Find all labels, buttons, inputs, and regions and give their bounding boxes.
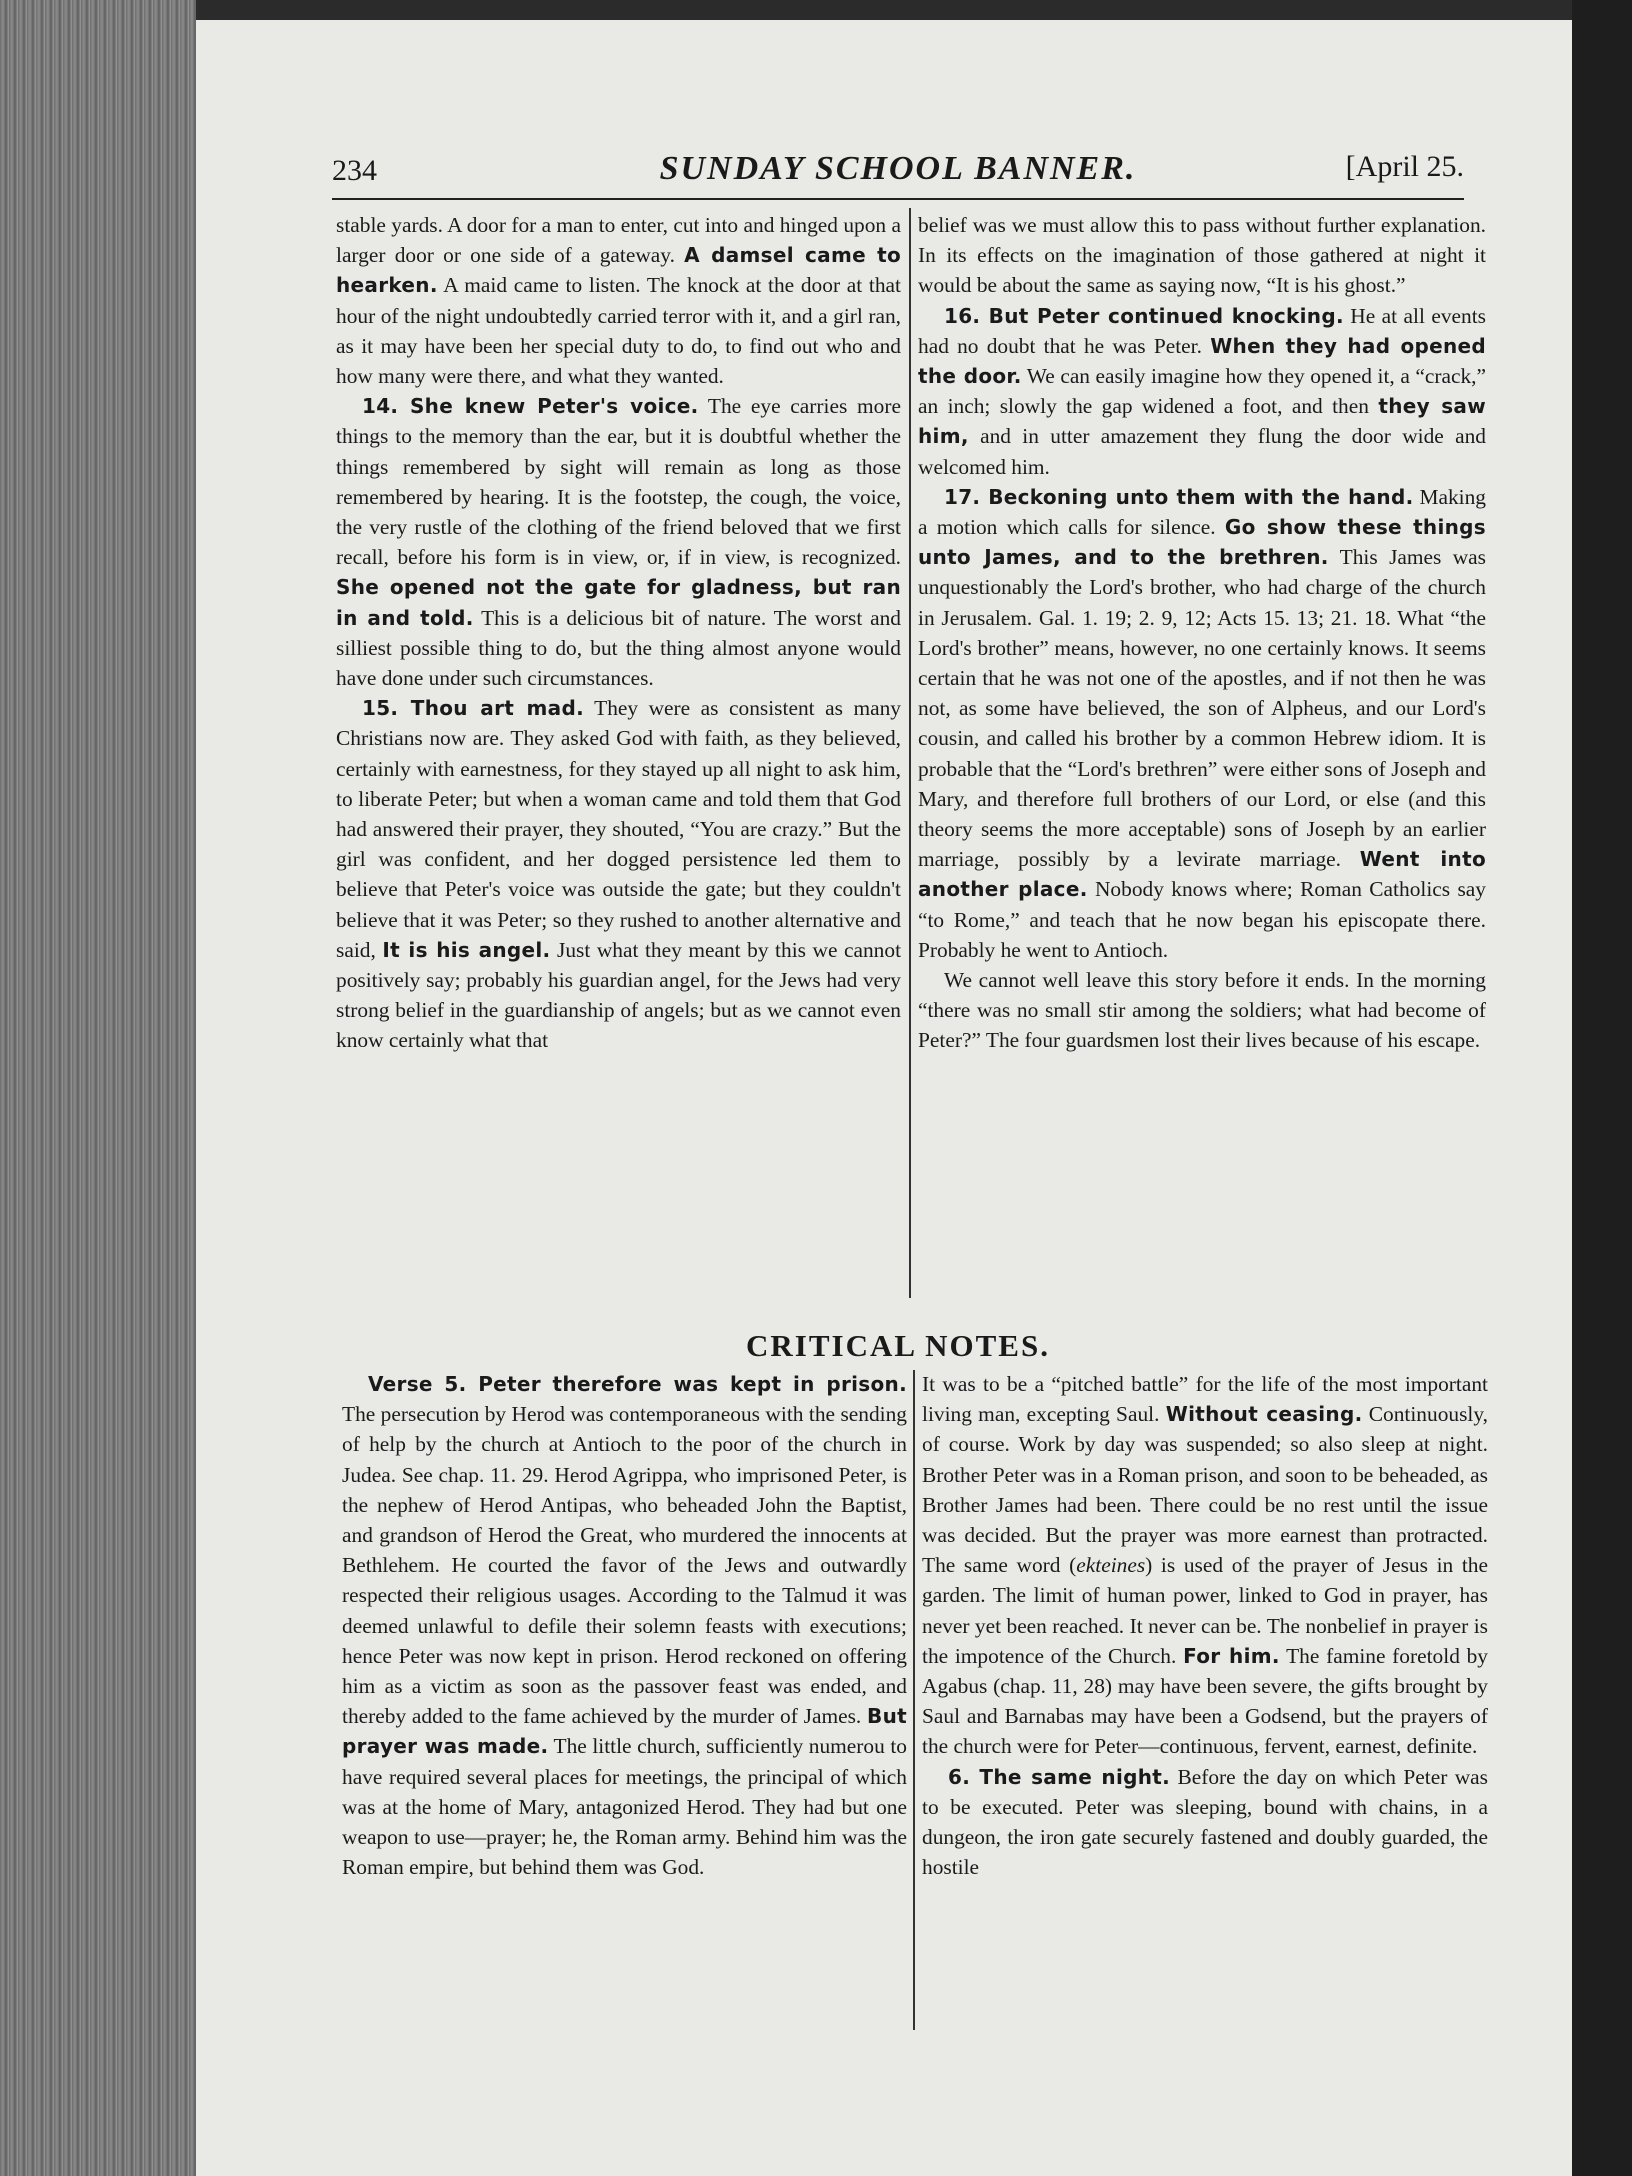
text-run: stable yards. A do bbox=[336, 213, 489, 237]
text-run: r for a man to enter, cut into and hinged upon a larger door or one side of a gateway. bbox=[336, 213, 901, 268]
bold-lemma: For him. bbox=[1183, 1643, 1280, 1668]
text-run: A maid came to listen. The knock at the door at that hour of the night undoubtedly carried terror with it, and a girl ran, as it may have been her special duty to do, to find out who and how many were there, and what they wanted. bbox=[336, 273, 901, 389]
bold-lemma: Without ceasing. bbox=[1165, 1402, 1363, 1427]
text-run: o bbox=[488, 213, 499, 237]
bold-lemma: 14. She knew Peter's voice. bbox=[362, 394, 699, 419]
text-run: He at all events had no doubt that he was Peter. bbox=[918, 303, 1486, 358]
bold-lemma: When they had opened the door. bbox=[918, 333, 1486, 389]
text-run: Nobody knows where; Roman Catholics say “to Rome,” and teach that he now began his episcopate there. Probably he went to Antioch. bbox=[918, 877, 1486, 962]
bold-lemma: Go show these things unto James, and to the brethren. bbox=[918, 515, 1486, 570]
page-number: 234 bbox=[332, 154, 377, 187]
paragraph bbox=[918, 965, 1486, 1056]
text-run: ) is used of the prayer of Jesus in the garden. The limit of human power, linked to God in prayer, has never yet been reached. It never can be. The nonbelief in prayer is the impotence of the Church. bbox=[922, 1553, 1488, 1668]
bold-lemma: they saw him, bbox=[918, 394, 1487, 449]
text-run: Before the day on which Peter was to be executed. Peter was sleeping, bound with chains, in a dungeon, the iron gate securely fastened and doubly guarded, the hostile bbox=[922, 1764, 1488, 1880]
text-run: We cannot well leave this story before it ends. In the morning “there was no small stir among the soldiers; what had become of Peter?” The four guardsmen lost their lives because of his escape. bbox=[918, 968, 1486, 1053]
bold-lemma: 15. Thou art mad. bbox=[362, 696, 584, 721]
column-bottom-left bbox=[342, 1369, 907, 1882]
bold-lemma: 17. Beckoning unto them with the hand. bbox=[944, 484, 1414, 509]
book-page-edges bbox=[0, 0, 196, 2176]
running-header bbox=[332, 138, 1464, 200]
text-run: We can easily imagine how they opened it, a “crack,” an inch; slowly the gap widened a foot, and then bbox=[918, 364, 1486, 419]
bold-lemma: Went into another place. bbox=[918, 847, 1486, 902]
paragraph bbox=[922, 1369, 1488, 1762]
paragraph bbox=[918, 482, 1486, 965]
issue-date: [April 25. bbox=[1345, 150, 1464, 183]
paragraph bbox=[336, 391, 901, 693]
paragraph bbox=[342, 1369, 907, 1882]
column-divider-top bbox=[909, 208, 911, 1298]
text-run: The famine foretold by Agabus (chap. 11, 28) may have been severe, the gifts brought by Saul and Barnabas may have been a Godsend, but the prayers of the church were for Peter—continuous, fervent, earnest, definite. bbox=[922, 1643, 1488, 1759]
text-run: This James was unquestionably the Lord's brother, who had charge of the church in Jerusalem. Gal. 1. 19; 2. 9, 12; Acts 15. 13; 21. 18. What “the Lord's brother” means, however, no one certainly knows. It seems certain that he was not one of the apostles, and if not then he was not, as some have believed, the son of Alpheus, and our Lord's cousin, and called his brother by a common Hebrew idiom. It is probable that the “Lord's brethren” were either sons of Joseph and Mary, and therefore full brothers of our Lord, or else (and this theory seems the more acceptable) sons of Joseph by an earlier marriage, possibly by a levirate marriage. bbox=[918, 545, 1486, 872]
text-run: This is a delicious bit of nature. The worst and silliest possible thing to do, but the thing almost anyone would have done under such circumstances. bbox=[336, 605, 901, 691]
paragraph bbox=[918, 210, 1486, 301]
page bbox=[196, 20, 1572, 2176]
text-run: They were as consistent as many Christians now are. They asked God with faith, as they believed, certainly with earnestness, for they stayed up all night to ask him, to liberate Peter; but when a woman came and told them that God had answered their prayer, they shouted, “You are crazy.” But the girl was confident, and her dogged persistence led them to believe that Peter's voice was outside the gate; but they couldn't believe that it was Peter; so they rushed to another alternative and said, bbox=[336, 696, 901, 962]
critical-notes-heading: CRITICAL NOTES. bbox=[746, 1328, 1050, 1363]
column-divider-bottom bbox=[913, 1370, 915, 2030]
text-run: The little church, sufficiently numerou to have required several places for meetings, the principal of which was at the home of Mary, antagonized Herod. They had but one weapon to use—prayer; he, the Roman army. Behind him was the Roman empire, but behind them was God. bbox=[342, 1734, 907, 1880]
bold-lemma: 6. The same night. bbox=[948, 1764, 1171, 1789]
paragraph bbox=[918, 301, 1486, 482]
column-top-left bbox=[336, 210, 901, 1056]
text-run: Just what they meant by this we cannot positively say; probably his guardian angel, for the Jews had very strong belief in the guardianship of angels; but as we cannot even know certainly what that bbox=[336, 937, 902, 1053]
paragraph bbox=[922, 1762, 1488, 1883]
text-run: It was to be a “pitched battle” for the life of the most important living man, excepting Saul. bbox=[922, 1372, 1488, 1427]
text-run: belief was we must allow this to pass without further explanation. In its effects on the imagination of those gathered at night it would be about the same as saying now, “It is his ghost.” bbox=[918, 213, 1486, 298]
scan-border bbox=[1572, 0, 1632, 2176]
italic-term: ekteines bbox=[1076, 1553, 1146, 1578]
bold-lemma: 16. But Peter continued knocking. bbox=[944, 303, 1344, 328]
column-bottom-right bbox=[922, 1369, 1488, 1882]
journal-title: SUNDAY SCHOOL BANNER. bbox=[659, 150, 1137, 187]
paragraph bbox=[336, 210, 901, 391]
text-run: and in utter amazement they flung the door wide and welcomed him. bbox=[918, 424, 1486, 479]
bold-lemma: But prayer was made. bbox=[342, 1704, 907, 1759]
bold-lemma: A damsel came to hearken. bbox=[336, 243, 901, 298]
text-run: The persecution by Herod was contemporaneous with the sending of help by the church at Antioch to the poor of the church in Judea. See chap. 11. 29. Herod Agrippa, who imprisoned Peter, is the nephew of Herod Antipas, who beheaded John the Baptist, and grandson of Herod the Great, who murdered the innocents at Bethlehem. He courted the favor of the Jews and outwardly respected their religious usages. According to the Talmud it was deemed unlawful to defile their solemn feasts with executions; hence Peter was now kept in prison. Herod reckoned on offering him as a victim as soon as the passover feast was ended, and thereby added to the fame achieved by the murder of James. bbox=[342, 1402, 907, 1729]
bold-lemma: She opened not the gate for gladness, but ran in and told. bbox=[336, 575, 901, 630]
text-run: Making a motion which calls for silence. bbox=[918, 484, 1486, 540]
text-run: Continuously, of course. Work by day was suspended; so also sleep at night. Brother Peter was in a Roman prison, and soon to be beheaded, as Brother James had been. There could be no rest until the issue was decided. But the prayer was more earnest than protracted. The same word ( bbox=[922, 1402, 1488, 1578]
text-run: The eye carries more things to the memory than the ear, but it is doubtful whether the things remembered by sight will remain as long as those remembered by hearing. It is the footstep, the cough, the voice, the very rustle of the clothing of the friend beloved that we first recall, before his form is in view, or, if in view, is recognized. bbox=[336, 394, 901, 570]
bold-lemma: Verse 5. Peter therefore was kept in prison. bbox=[368, 1372, 907, 1396]
paragraph bbox=[336, 693, 901, 1055]
bold-lemma: It is his angel. bbox=[382, 937, 551, 962]
column-top-right bbox=[918, 210, 1486, 1056]
